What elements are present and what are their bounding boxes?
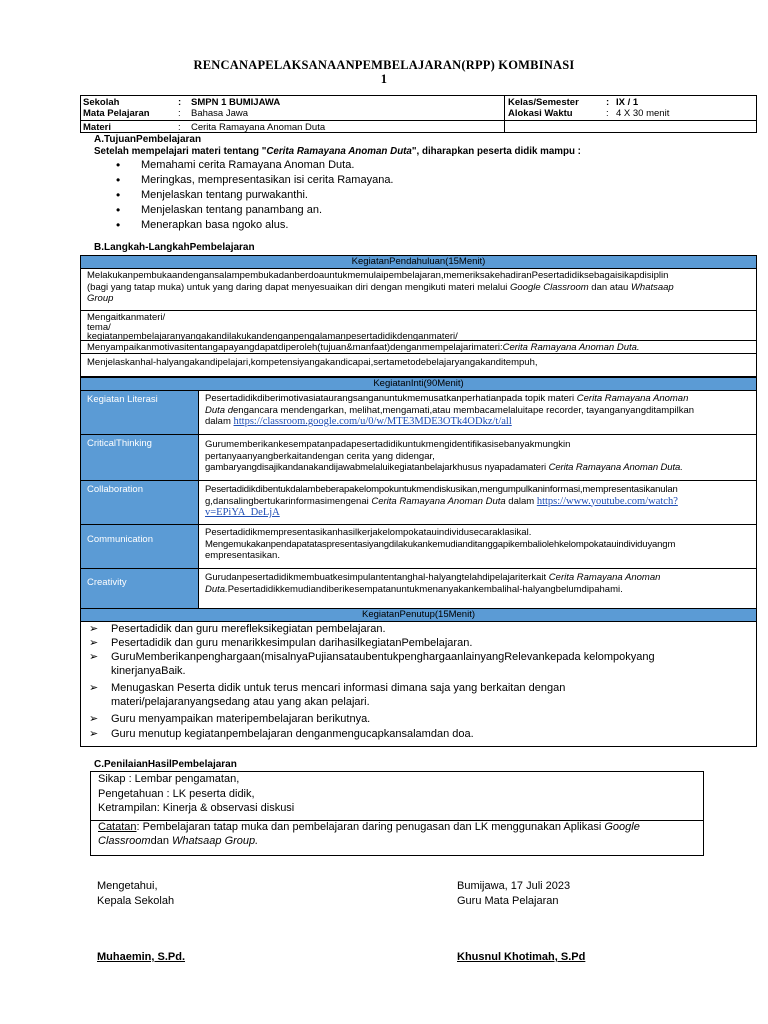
core-text: Gurumemberikankesempatanpadapesertadidikuntukmengidentifikasisebanyakmungkin pertanyaanyangberkaitandengan cerita yang didengar, gambaryangdisajikandanakandijawabmelaluikegiatanbelajarkhusus nyapadamateri Cerita Ramayana Anoman Duta. bbox=[205, 439, 683, 473]
list-item: ➢ Pesertadidik dan guru menarikkesimpulan darihasilkegiatanPembelajaran. bbox=[81, 636, 756, 650]
identity-row-3 bbox=[81, 122, 756, 134]
youtube-link[interactable]: https://www.youtube.com/watch? bbox=[536, 495, 678, 507]
core-label: CriticalThinking bbox=[81, 435, 199, 480]
document-title: RENCANAPELAKSANAANPEMBELAJARAN(RPP) KOMBINASI bbox=[193, 58, 575, 72]
core-section-bar: KegiatanInti(90Menit) bbox=[81, 377, 756, 391]
list-item: • Menjelaskan tentang panambang an. bbox=[112, 203, 394, 218]
waktu-label: Alokasi Waktu bbox=[508, 108, 573, 119]
core-row-critical-thinking bbox=[81, 435, 756, 481]
assessment-heading: C.PenilaianHasilPembelajaran bbox=[94, 759, 237, 770]
steps-table bbox=[80, 255, 757, 747]
intro-section-bar: KegiatanPendahuluan(15Menit) bbox=[81, 255, 756, 269]
list-item: • Menjelaskan tentang purwakanthi. bbox=[112, 188, 394, 203]
closing-section-bar: KegiatanPenutup(15Menit) bbox=[81, 608, 756, 622]
assessment-pengetahuan: Pengetahuan : LK peserta didik, bbox=[98, 788, 255, 800]
intro-row: Mengaitkanmateri/ tema/ kegiatanpembelajaranyangakandilakukandenganpengalamanpesertadidikdenganmateri/ bbox=[81, 311, 756, 341]
signature-left-line1: Mengetahui, bbox=[97, 880, 158, 892]
waktu-value: 4 X 30 menit bbox=[616, 108, 670, 119]
materi-label: Materi bbox=[83, 122, 111, 133]
core-row-creativity bbox=[81, 569, 756, 609]
document-title-number: 1 bbox=[380, 72, 388, 86]
core-text: Pesertadidikdiberimotivasiataurangsanganuntukmemusatkanperhatianpada topik materi Cerita Ramayana Anoman Duta dengancara mendengarkan, melihat,mengamati,atau membacamelaluitape recorder, tayanganyangditampilkan dalam https://classroom.google.com/u/0/w/MTE3MDE3OTk4ODkz/t/all bbox=[205, 393, 695, 427]
intro-row: Menyampaikanmotivasitentangapayangdapatdiperoleh(tujuan&manfaat)denganmempelajarimateri:Cerita Ramayana Anoman Duta. bbox=[81, 341, 756, 354]
colon: : bbox=[178, 122, 181, 133]
classroom-link[interactable]: https://classroom.google.com/u/0/w/MTE3MDE3OTk4ODkz/t/all bbox=[233, 416, 512, 427]
assessment-ketrampilan: Ketrampilan: Kinerja & observasi diskusi bbox=[98, 802, 295, 814]
core-row-collaboration bbox=[81, 481, 756, 525]
sekolah-value: SMPN 1 BUMIJAWA bbox=[191, 97, 281, 108]
mapel-label: Mata Pelajaran bbox=[83, 108, 150, 119]
list-item: ➢ Guru menyampaikan materipembelajaran berikutnya. bbox=[81, 712, 756, 726]
materi-value: Cerita Ramayana Anoman Duta bbox=[191, 122, 326, 133]
kelas-value: IX / 1 bbox=[616, 97, 639, 108]
sekolah-label: Sekolah bbox=[83, 97, 120, 108]
list-item: • Menerapkan basa ngoko alus. bbox=[112, 218, 394, 233]
core-row-communication bbox=[81, 525, 756, 569]
identity-table bbox=[80, 95, 757, 133]
colon: : bbox=[178, 97, 182, 108]
list-item: ➢ Menugaskan Peserta didik untuk terus mencari informasi dimana saja yang berkaitan dengan materi/pelajaranyangsedang atau yang akan pelajari. bbox=[81, 681, 756, 709]
list-item: • Memahami cerita Ramayana Anoman Duta. bbox=[112, 158, 394, 173]
signature-left-name: Muhaemin, S.Pd. bbox=[97, 951, 186, 963]
list-item: ➢ Pesertadidik dan guru merefleksikegiatan pembelajaran. bbox=[81, 622, 756, 636]
assessment-sikap: Sikap : Lembar pengamatan, bbox=[98, 773, 240, 785]
mapel-value: Bahasa Jawa bbox=[191, 108, 249, 119]
steps-heading: B.Langkah-LangkahPembelajaran bbox=[94, 242, 255, 253]
assessment-note-continued: Classroomdan Whatsaap Group. bbox=[98, 835, 259, 847]
core-label: Kegiatan Literasi bbox=[81, 391, 199, 434]
signature-right-line2: Guru Mata Pelajaran bbox=[457, 895, 559, 907]
goals-intro: Setelah mempelajari materi tentang "Cerita Ramayana Anoman Duta", diharapkan peserta didik mampu : bbox=[94, 146, 581, 157]
youtube-link-continued[interactable]: v=EPiYA_DeLjA bbox=[205, 507, 280, 518]
core-label: Collaboration bbox=[81, 481, 199, 524]
row-divider bbox=[81, 120, 756, 121]
closing-list bbox=[81, 622, 756, 741]
signature-right-line1: Bumijawa, 17 Juli 2023 bbox=[457, 880, 571, 892]
intro-row: Menjelaskanhal-halyangakandipelajari,kompetensiyangakandicapai,sertametodebelajaryangakanditempuh, bbox=[81, 354, 756, 377]
colon: : bbox=[178, 108, 181, 119]
identity-row-2 bbox=[81, 108, 756, 120]
core-text: Pesertadidikdibentukdalambeberapakelompokuntukmendiskusikan,mengumpulkaninformasi,mempresentasikanulan g,dansalingbertukarinformasimengenai Cerita Ramayana Anoman Duta dalam https://www.youtube.com/watch? v=EPiYA_DeLjA bbox=[205, 484, 678, 518]
assessment-note: Catatan: Pembelajaran tatap muka dan pembelajaran daring penugasan dan LK menggunakan Aplikasi Google bbox=[98, 821, 640, 833]
list-item: • Meringkas, mempresentasikan isi cerita Ramayana. bbox=[112, 173, 394, 188]
list-item: ➢ Guru menutup kegiatanpembelajaran denganmengucapkansalamdan doa. bbox=[81, 727, 756, 741]
kelas-label: Kelas/Semester bbox=[508, 97, 579, 108]
goals-heading: A.TujuanPembelajaran bbox=[94, 134, 202, 145]
core-text: Pesertadidikmempresentasikanhasilkerjakelompokatauindividusecaraklasikal. Mengemukakanpendapatataspresentasiyangdilakukankemudianditanggapikembaliolehkelompokatauindividuyangm empresentasikan. bbox=[205, 527, 676, 561]
goals-list bbox=[112, 158, 394, 233]
core-label: Creativity bbox=[81, 569, 199, 608]
signature-left-line2: Kepala Sekolah bbox=[97, 895, 175, 907]
signature-right-name: Khusnul Khotimah, S.Pd bbox=[457, 951, 586, 963]
core-row-literasi bbox=[81, 391, 756, 435]
core-text: Gurudanpesertadidikmembuatkesimpulantentanghal-halyangtelahdipelajariterkait Cerita Ramayana Anoman Duta.Pesertadidikkemudiandiberikesempatanuntukmenanyakankembalihal-halyangbelumdipahami. bbox=[205, 572, 661, 595]
list-item: ➢ GuruMemberikanpenghargaan(misalnyaPujiansataubentukpenghargaanlainyangRelevankepada kelompokyang kinerjanyaBaik. bbox=[81, 650, 756, 678]
intro-row: Melakukanpembukaandengansalampembukadanberdoauntukmemulaipembelajaran,memeriksakehadiranPesertadidiksebagaisikapdisiplin (bagi yang tatap muka) untuk yang daring dapat menyesuaikan diri dengan mengikuti materi melalui Google Classroom dan atau Whatsaap Group bbox=[81, 269, 756, 311]
assessment-box bbox=[90, 771, 704, 856]
colon: : bbox=[606, 97, 610, 108]
colon: : bbox=[606, 108, 609, 119]
core-label: Communication bbox=[81, 525, 199, 568]
